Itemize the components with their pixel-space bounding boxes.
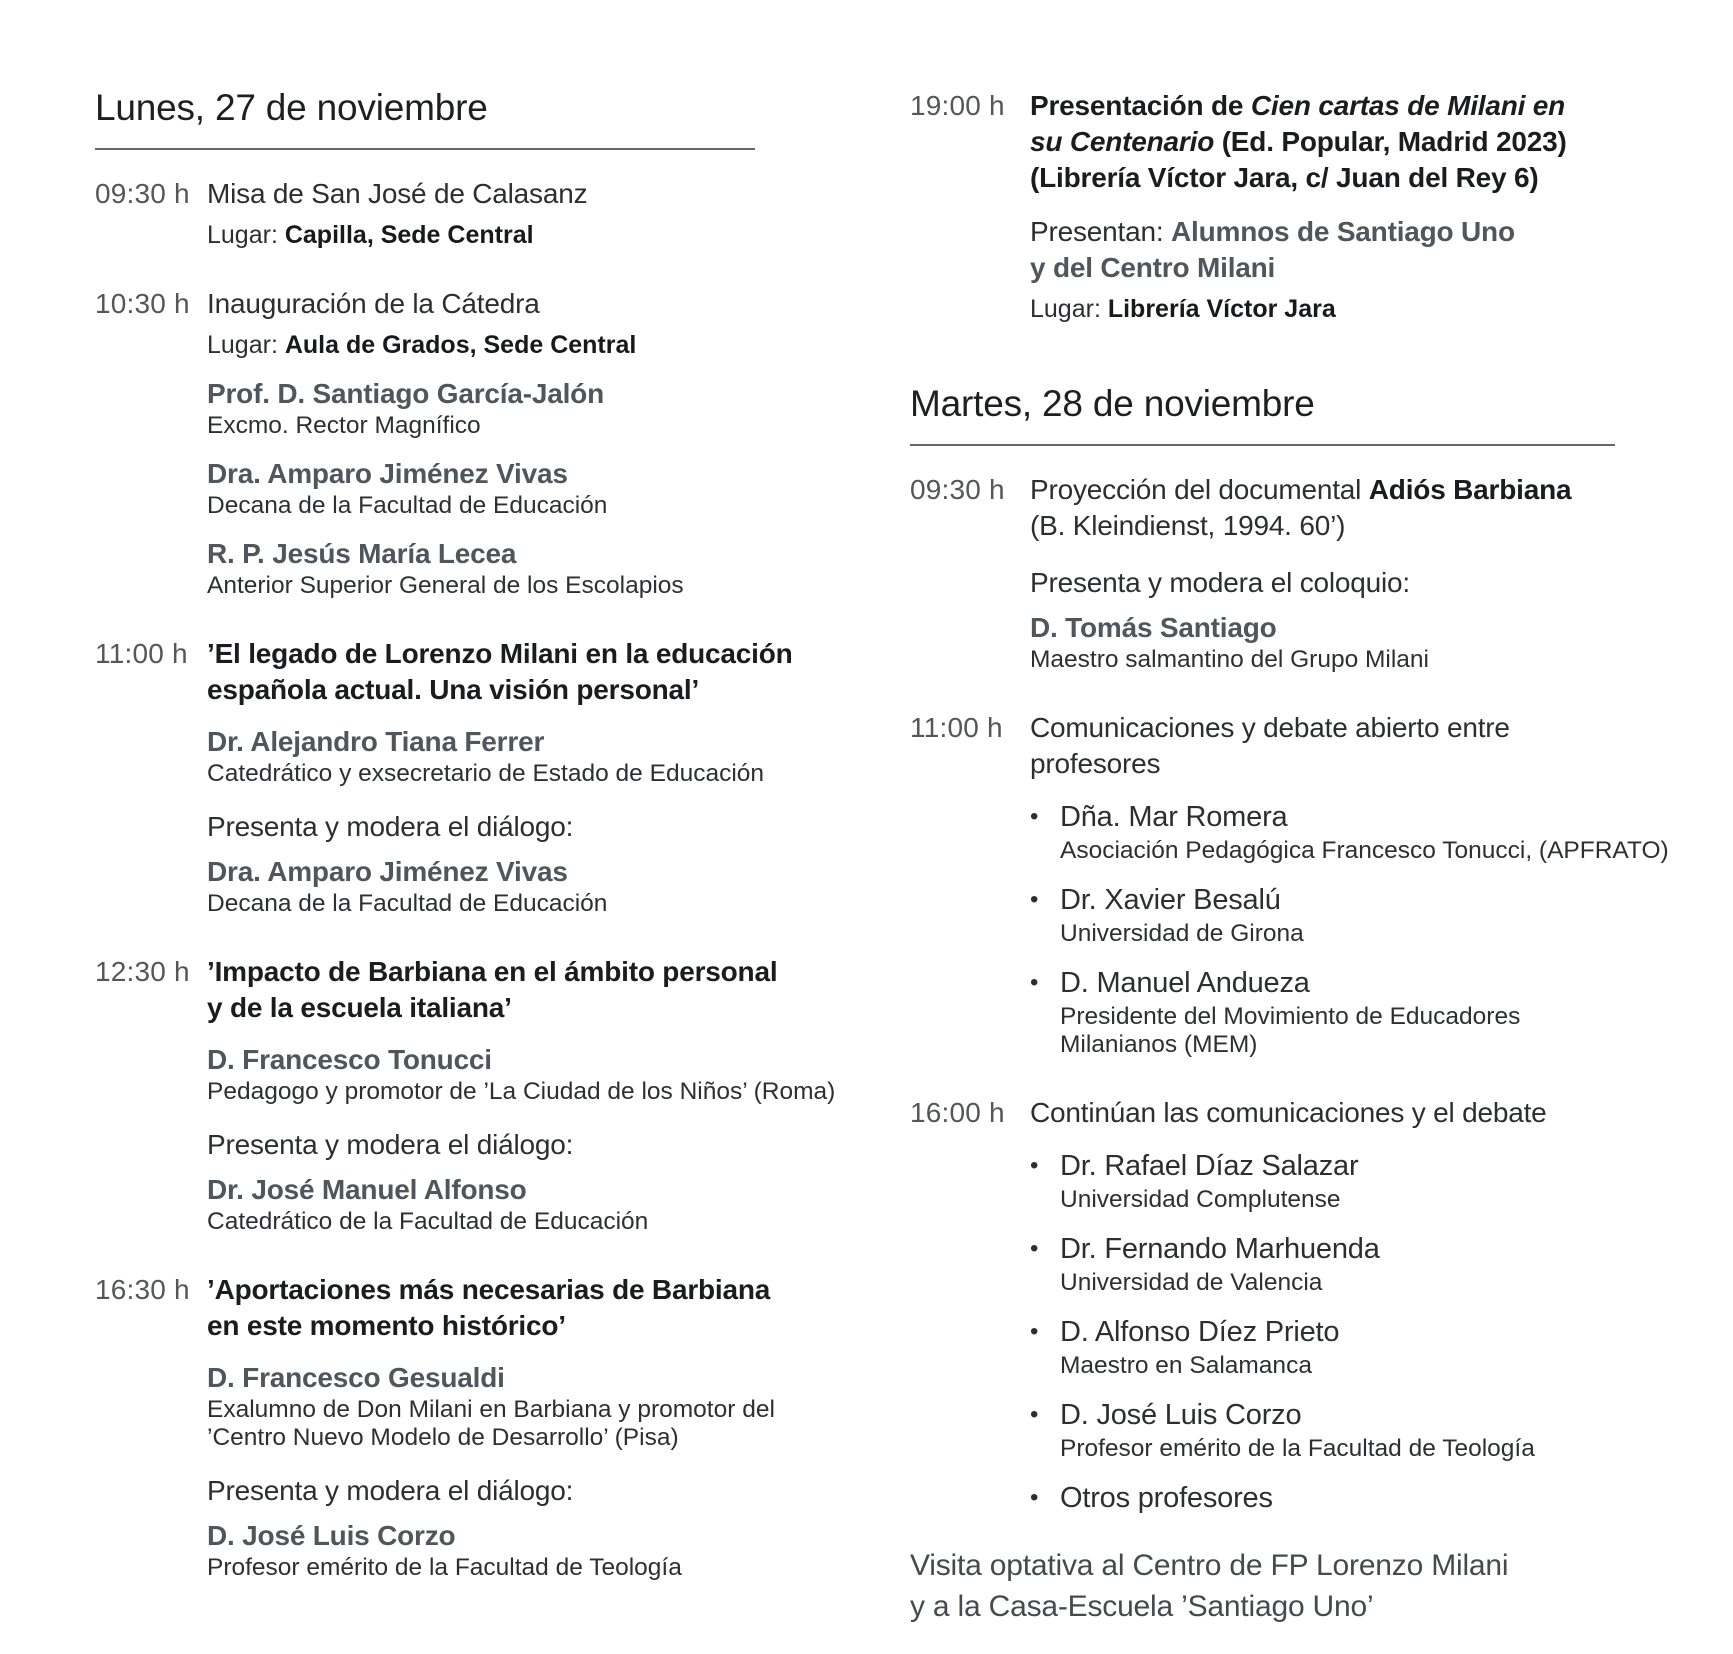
event-title (1030, 88, 1615, 196)
moderator-name: D. Tomás Santiago (1030, 612, 1277, 643)
moderator (207, 1520, 755, 1582)
event-title (207, 636, 793, 708)
day-header-tuesday: Martes, 28 de noviembre (910, 384, 1615, 446)
moderator-label: Presenta y modera el diálogo: (207, 1475, 574, 1506)
event-title (1030, 710, 1615, 782)
event-title-line1: Comunicaciones y debate abierto entre (1030, 712, 1510, 743)
speaker-role: Universidad de Valencia (1060, 1269, 1323, 1296)
bullet-icon: • (1030, 803, 1039, 830)
venue-line (207, 330, 755, 360)
venue-label: Lugar: (207, 331, 285, 359)
speaker (207, 1044, 836, 1106)
event-misa (95, 176, 755, 250)
event-time: 11:00 h (910, 712, 1003, 743)
speaker-role-line2: Milanianos (MEM) (1060, 1031, 1258, 1058)
event-title (207, 176, 755, 212)
event-title-line2: profesores (1030, 748, 1161, 779)
moderator (207, 856, 755, 918)
speaker (207, 378, 755, 440)
venue-value: Aula de Grados, Sede Central (284, 331, 637, 359)
event-content (207, 954, 836, 1236)
event-content (1030, 88, 1615, 324)
venue-line (207, 220, 755, 250)
speaker (207, 458, 755, 520)
moderator-name: Dra. Amparo Jiménez Vivas (207, 856, 568, 887)
event-aportaciones (95, 1272, 775, 1582)
event-time: 19:00 h (910, 90, 1005, 121)
event-title (207, 954, 778, 1026)
speaker-role (1060, 1003, 1520, 1059)
speaker (207, 538, 755, 600)
day-header-monday: Lunes, 27 de noviembre (95, 88, 755, 150)
event-title-text: Continúan las comunicaciones y el debate (1030, 1097, 1547, 1128)
moderator-role: Profesor emérito de la Facultad de Teología (207, 1554, 682, 1581)
presenters-value-line2: y del Centro Milani (1030, 252, 1276, 283)
event-time: 09:30 h (910, 474, 1005, 505)
list-item (1030, 1481, 1615, 1515)
speaker-role: Universidad de Girona (1060, 920, 1304, 947)
event-title-part: Presentación de (1030, 90, 1251, 121)
speaker-name: D. Manuel Andueza (1060, 967, 1310, 999)
moderator-name: D. José Luis Corzo (207, 1520, 456, 1551)
event-title-line2: (B. Kleindienst, 1994. 60’) (1030, 510, 1346, 541)
event-time: 12:30 h (95, 956, 190, 987)
presenters-text (1030, 214, 1615, 286)
speaker (207, 1362, 775, 1452)
note-line2: y a la Casa-Escuela ’Santiago Uno’ (910, 1590, 1374, 1623)
moderator-label: Presenta y modera el coloquio: (1030, 567, 1410, 598)
list-item-body (1060, 800, 1669, 865)
event-content (207, 176, 755, 250)
event-title (1030, 472, 1615, 544)
presenters-label: Presentan: (1030, 216, 1171, 247)
speaker-name: Dña. Mar Romera (1060, 801, 1288, 833)
event-content (207, 636, 793, 918)
list-item-body (1060, 966, 1520, 1059)
venue-value: Capilla, Sede Central (284, 221, 534, 249)
event-content (1030, 472, 1615, 674)
list-item-body (1060, 883, 1304, 948)
speaker (207, 726, 765, 788)
venue-value: Librería Víctor Jara (1107, 295, 1336, 323)
list-item (1030, 966, 1615, 1059)
speaker-role (207, 1396, 775, 1452)
moderator-name: Dr. José Manuel Alfonso (207, 1174, 527, 1205)
speaker-name: Dr. Rafael Díaz Salazar (1060, 1150, 1359, 1182)
speaker-role: Profesor emérito de la Facultad de Teología (1060, 1435, 1535, 1462)
event-title-line2: española actual. Una visión personal’ (207, 674, 700, 705)
list-item (1030, 1149, 1615, 1214)
speaker-role: Pedagogo y promotor de ’La Ciudad de los Niños’ (Roma) (207, 1078, 836, 1105)
venue-line (1030, 294, 1615, 324)
presenters-value-line1: Alumnos de Santiago Uno (1171, 216, 1515, 247)
list-item (1030, 1398, 1615, 1463)
event-title-line2: en este momento histórico’ (207, 1310, 566, 1341)
bullet-icon: • (1030, 969, 1039, 996)
speaker-role-line1: Exalumno de Don Milani en Barbiana y promotor del (207, 1396, 775, 1423)
speaker-name: R. P. Jesús María Lecea (207, 538, 517, 569)
bullet-icon: • (1030, 1401, 1039, 1428)
speaker-name: D. Francesco Gesualdi (207, 1362, 505, 1393)
moderator-label: Presenta y modera el diálogo: (207, 811, 574, 842)
event-legado (95, 636, 793, 918)
event-content (1030, 710, 1669, 1059)
event-content (207, 286, 755, 600)
event-title (1030, 1095, 1615, 1131)
list-item (1030, 1232, 1615, 1297)
event-presentacion-libro (910, 88, 1615, 324)
list-item-body (1060, 1481, 1273, 1515)
bullet-icon: • (1030, 1152, 1039, 1179)
column-monday (95, 87, 836, 1582)
book-title-part: su Centenario (1030, 126, 1222, 157)
event-title-text: Misa de San José de Calasanz (207, 178, 588, 209)
event-content (207, 1272, 775, 1582)
speaker-name: D. Alfonso Díez Prieto (1060, 1316, 1340, 1348)
venue-label: Lugar: (207, 221, 285, 249)
event-title-part: (Ed. Popular, Madrid 2023) (1221, 126, 1567, 157)
speaker-name: Dr. Alejandro Tiana Ferrer (207, 726, 545, 757)
event-title-part: (Librería Víctor Jara, c/ Juan del Rey 6) (1030, 162, 1539, 193)
speaker-role: Excmo. Rector Magnífico (207, 412, 481, 439)
note-line1: Visita optativa al Centro de FP Lorenzo Milani (910, 1549, 1509, 1582)
speaker-role-line1: Presidente del Movimiento de Educadores (1060, 1003, 1521, 1030)
event-time: 16:30 h (95, 1274, 190, 1305)
event-comunicaciones (910, 710, 1669, 1059)
speaker-name: Prof. D. Santiago García-Jalón (207, 378, 604, 409)
speaker-role-line2: ’Centro Nuevo Modelo de Desarrollo’ (Pisa) (207, 1424, 679, 1451)
column-tuesday (910, 88, 1669, 1627)
moderator-role: Decana de la Facultad de Educación (207, 890, 608, 917)
list-item (1030, 800, 1669, 865)
event-title-line1: ’Impacto de Barbiana en el ámbito personal (207, 956, 778, 987)
event-title-line1: ’El legado de Lorenzo Milani en la educación (207, 638, 793, 669)
speaker-list (1030, 1149, 1615, 1515)
moderator (1030, 612, 1615, 674)
event-continuan (910, 1095, 1615, 1515)
list-item (1030, 1315, 1615, 1380)
venue-label: Lugar: (1030, 295, 1108, 323)
speaker-name: D. Francesco Tonucci (207, 1044, 492, 1075)
speaker-role: Asociación Pedagógica Francesco Tonucci, (APFRATO) (1060, 837, 1669, 864)
event-inauguracion (95, 286, 755, 600)
film-title: Adiós Barbiana (1368, 474, 1572, 505)
bullet-icon: • (1030, 886, 1039, 913)
event-proyeccion (910, 472, 1615, 674)
list-item-body (1060, 1149, 1358, 1214)
speaker-name: Dr. Fernando Marhuenda (1060, 1233, 1380, 1265)
speaker-name: D. José Luis Corzo (1060, 1399, 1302, 1431)
speaker-role: Decana de la Facultad de Educación (207, 492, 608, 519)
speaker-role: Maestro en Salamanca (1060, 1352, 1312, 1379)
event-title-line1: ’Aportaciones más necesarias de Barbiana (207, 1274, 771, 1305)
bullet-icon: • (1030, 1318, 1039, 1345)
speaker-role: Anterior Superior General de los Escolapios (207, 572, 684, 599)
presenters-line (1030, 214, 1615, 286)
speaker-role: Catedrático y exsecretario de Estado de Educación (207, 760, 765, 787)
event-impacto (95, 954, 836, 1236)
event-title-part: Proyección del documental (1030, 474, 1369, 505)
event-title (207, 286, 755, 322)
event-time: 10:30 h (95, 288, 190, 319)
speaker-name: Otros profesores (1060, 1482, 1273, 1514)
speaker-name: Dr. Xavier Besalú (1060, 884, 1281, 916)
book-title-part: Cien cartas de Milani en (1250, 90, 1566, 121)
moderator (207, 1174, 755, 1236)
event-title-line2: y de la escuela italiana’ (207, 992, 512, 1023)
list-item-body (1060, 1232, 1380, 1297)
event-title-text: Inauguración de la Cátedra (207, 288, 540, 319)
speaker-list (1030, 800, 1669, 1059)
event-title (207, 1272, 771, 1344)
optional-visit-note (910, 1545, 1615, 1627)
moderator-role: Maestro salmantino del Grupo Milani (1030, 646, 1429, 673)
moderator-role: Catedrático de la Facultad de Educación (207, 1208, 649, 1235)
event-time: 11:00 h (95, 638, 188, 669)
speaker-name: Dra. Amparo Jiménez Vivas (207, 458, 568, 489)
list-item-body (1060, 1398, 1535, 1463)
event-time: 09:30 h (95, 178, 190, 209)
bullet-icon: • (1030, 1235, 1039, 1262)
list-item (1030, 883, 1615, 948)
list-item-body (1060, 1315, 1339, 1380)
event-content (1030, 1095, 1615, 1515)
bullet-icon: • (1030, 1484, 1039, 1511)
event-time: 16:00 h (910, 1097, 1005, 1128)
speaker-role: Universidad Complutense (1060, 1186, 1341, 1213)
moderator-label: Presenta y modera el diálogo: (207, 1129, 574, 1160)
